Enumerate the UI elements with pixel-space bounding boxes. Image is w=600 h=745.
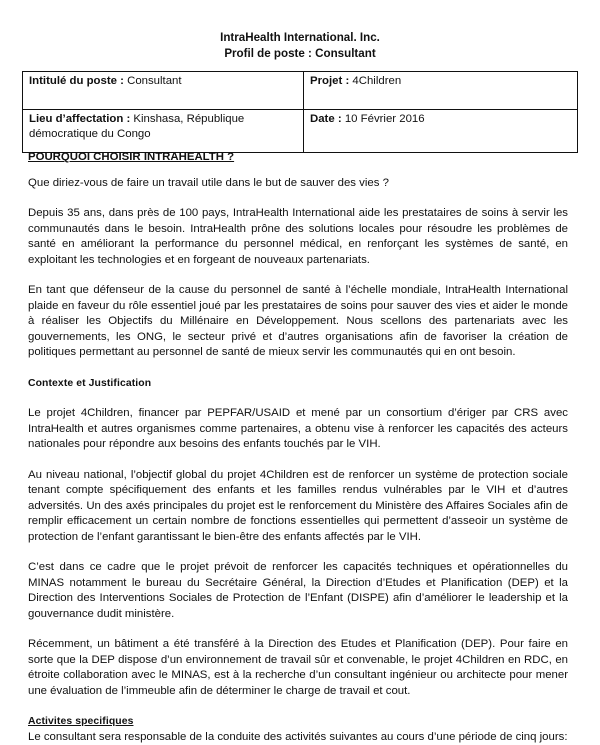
project-label: Projet : (310, 75, 349, 87)
context-paragraph-4: Récemment, un bâtiment a été transféré à la Direction des Etudes et Planification (DEP). Pour faire en sorte que la DEP dispose d’un environnement de travail sûr et convenable, le projet 4Children en RDC, en étroite collaboration avec le MINAS, est à la recherche d’un consultant ingénieur ou architecte pour mener une évaluation de l’immeuble afin de déterminer le charge de travail et cout. (28, 637, 568, 699)
context-paragraph-3: C’est dans ce cadre que le projet prévoit de renforcer les capacités techniques et opérationnelles du MINAS notamment le bureau du Secrétaire Général, la Direction d’Etudes et Planification (DEP) et la Direction des Interventions Sociales de Protection de l’Enfant (DISPE) afin d’améliorer le leadership et la gouvernance dudit ministère. (28, 560, 568, 622)
job-title-cell (23, 72, 304, 110)
why-section-title: POURQUOI CHOISIR INTRAHEALTH ? (28, 150, 568, 166)
document-body (28, 150, 568, 745)
context-paragraph-1: Le projet 4Children, financer par PEPFAR/USAID et mené par un consortium d’ériger par CRS avec IntraHealth et autres organismes comme partenaires, a obtenu vise à renforcer les capacités des acteurs nationales pour répondre aux besoins des enfants touchés par le VIH. (28, 406, 568, 453)
context-paragraph-2: Au niveau national, l’objectif global du projet 4Children est de renforcer un système de protection sociale tenant compte spécifiquement des enfants et les familles rendus vulnérables par le VIH et d’autres adversités. Un des axés principales du projet est le renforcement du Ministère des Affaires Sociales afin de remplir efficacement un certain nombre de fonctions essentielles qui permettent d’asseoir un système de protection de l’enfant garantissant le bien-être des enfants affectés par le VIH. (28, 468, 568, 546)
job-title-value: Consultant (124, 75, 182, 87)
location-label: Lieu d’affectation : (29, 113, 130, 125)
why-paragraph-1: Depuis 35 ans, dans près de 100 pays, IntraHealth International aide les prestataires de soins à servir les communautés dans le besoin. IntraHealth prône des solutions locales pour résoudre les problèmes de santé en améliorant la performance du personnel médical, en renforçant les systèmes de santé, en exploitant les technologies et en forgeant de nouveaux partenariats. (28, 206, 568, 268)
activities-intro: Le consultant sera responsable de la conduite des activités suivantes au cours d’une période de cinq jours: (28, 730, 568, 745)
project-cell (304, 72, 578, 110)
why-question: Que diriez-vous de faire un travail utile dans le but de sauver des vies ? (28, 176, 568, 192)
location-cell (23, 110, 304, 153)
date-value: 10 Février 2016 (342, 113, 425, 125)
date-label: Date : (310, 113, 342, 125)
document-subtitle: Profil de poste : Consultant (0, 46, 600, 62)
context-section-title: Contexte et Justification (28, 376, 568, 392)
job-title-label: Intitulé du poste : (29, 75, 124, 87)
date-cell (304, 110, 578, 153)
location-value: Kinshasa, République démocratique du Congo (29, 113, 244, 140)
activities-section-title: Activites specifiques (28, 714, 568, 730)
why-paragraph-2: En tant que défenseur de la cause du personnel de santé à l’échelle mondiale, IntraHealth International plaide en faveur du rôle essentiel joué par les prestataires de soins pour sauver des vies et aider le monde à réaliser les Objectifs du Millénaire en Développement. Nous scellons des partenariats avec les gouvernements, les ONG, le secteur privé et d’autres organisations afin de favoriser la création de politiques permettant au personnel de santé de mieux servir les communautés qui en ont besoin. (28, 283, 568, 361)
position-info-table (22, 71, 578, 153)
project-value: 4Children (349, 75, 401, 87)
document-header (0, 30, 600, 62)
organization-name: IntraHealth International. Inc. (0, 30, 600, 46)
